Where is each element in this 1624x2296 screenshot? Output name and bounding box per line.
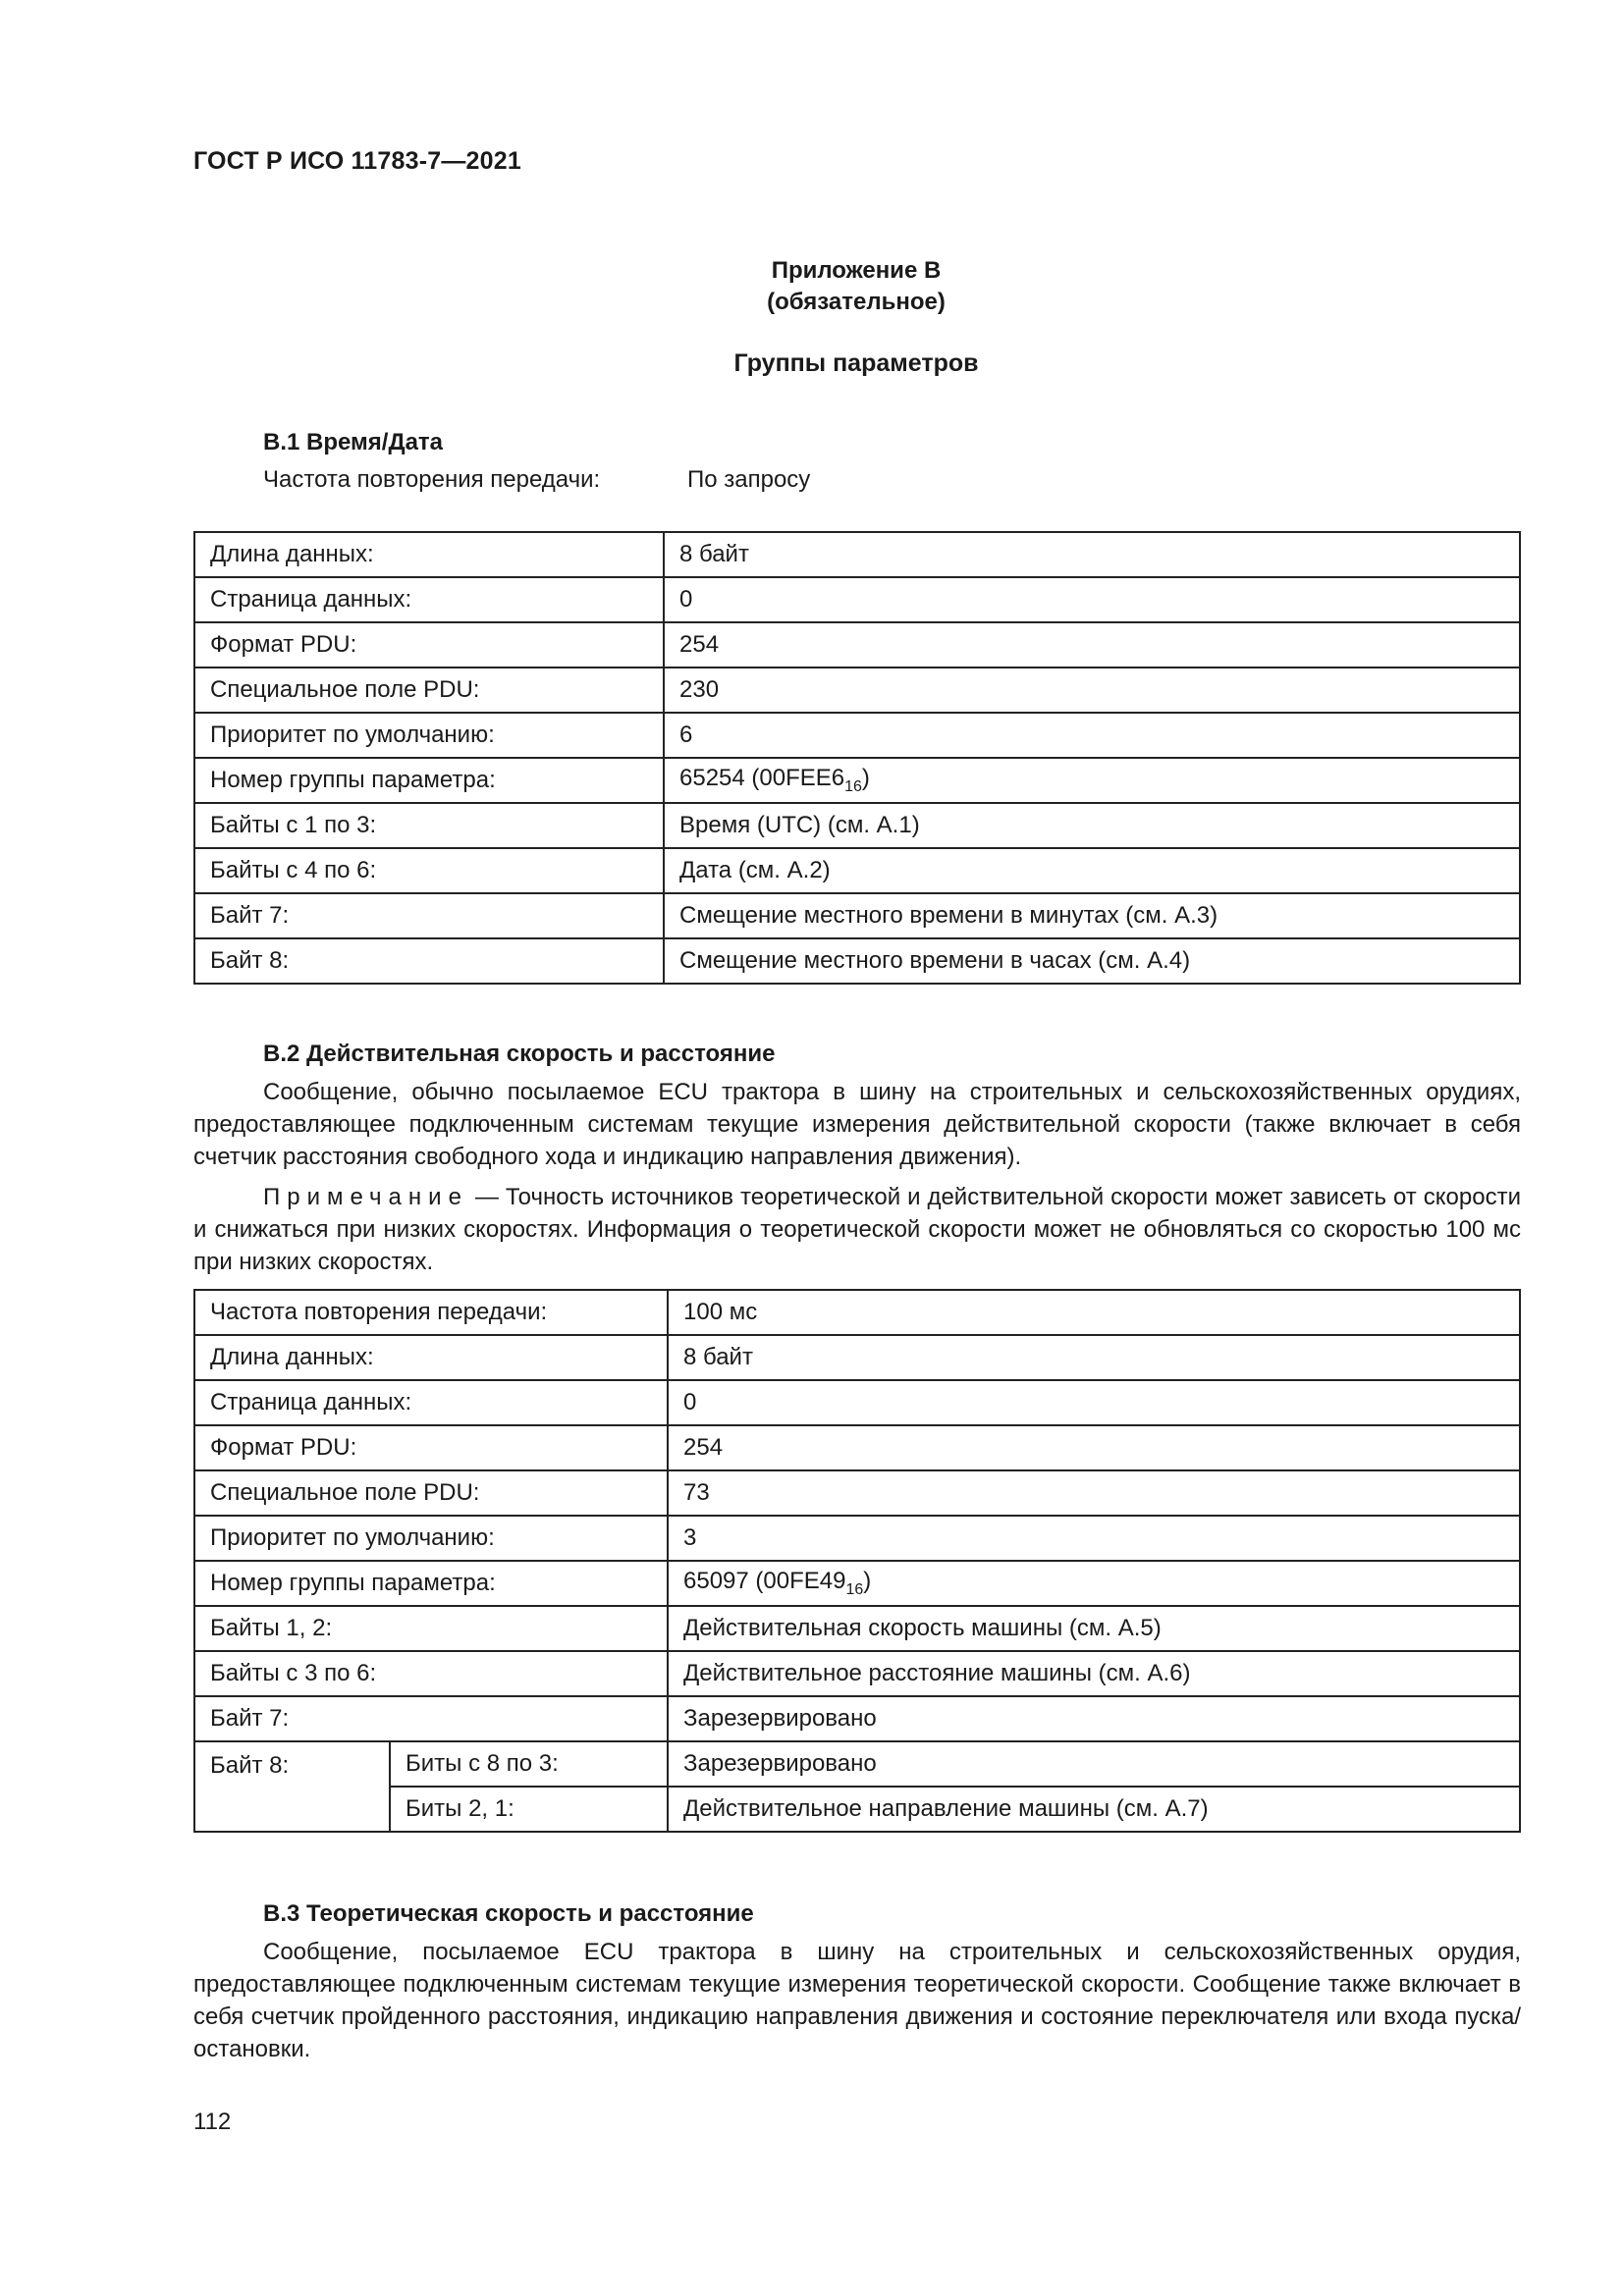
annex-label bbox=[193, 255, 1519, 318]
table-row bbox=[194, 1606, 1520, 1651]
row-value: Смещение местного времени в минутах (см. А.3) bbox=[664, 893, 1520, 938]
annex-status: (обязательное) bbox=[767, 289, 946, 315]
row-value: 0 bbox=[664, 577, 1520, 622]
row-value: 100 мс bbox=[668, 1290, 1520, 1335]
row-value: 230 bbox=[664, 667, 1520, 713]
b2-parameter-table bbox=[193, 1289, 1521, 1833]
row-value: Действительная скорость машины (см. А.5) bbox=[668, 1606, 1520, 1651]
row-value: Смещение местного времени в часах (см. А.4) bbox=[664, 938, 1520, 984]
table-row bbox=[194, 622, 1520, 667]
row-value: 254 bbox=[664, 622, 1520, 667]
row-label: Длина данных: bbox=[194, 532, 664, 577]
annex-title: Приложение В bbox=[771, 257, 942, 284]
pgn-close: ) bbox=[863, 1568, 872, 1595]
table-row bbox=[194, 1380, 1520, 1425]
b3-paragraph bbox=[193, 1936, 1521, 2065]
row-value: Время (UTC) (см. А.1) bbox=[664, 803, 1520, 848]
row-label: Формат PDU: bbox=[194, 622, 664, 667]
table-row bbox=[194, 938, 1520, 984]
row-label: Байты с 4 по 6: bbox=[194, 848, 664, 893]
table-row bbox=[194, 1651, 1520, 1696]
row-label: Байты с 1 по 3: bbox=[194, 803, 664, 848]
row-label: Специальное поле PDU: bbox=[194, 667, 664, 713]
table-row bbox=[194, 1696, 1520, 1741]
pgn-base: 16 bbox=[844, 777, 862, 795]
table-row bbox=[194, 758, 1520, 803]
section-b1-heading: В.1 Время/Дата bbox=[263, 429, 444, 455]
row-value: 8 байт bbox=[668, 1335, 1520, 1380]
table-row bbox=[194, 848, 1520, 893]
row-label: Байты 1, 2: bbox=[194, 1606, 668, 1651]
b1-frequency-value: По запросу bbox=[687, 466, 811, 493]
b2-paragraph-text: Сообщение, обычно посылаемое ECU трактора в шину на строительных и сельскохозяйственных орудиях, предоставляющее подключенным системам текущие измерения действительной скорости (также включает в себя счетчик расстояния свободного хода и индикацию направления движения). bbox=[193, 1079, 1521, 1170]
row-label: Байт 7: bbox=[194, 1696, 668, 1741]
row-label: Формат PDU: bbox=[194, 1425, 668, 1470]
b1-parameter-table bbox=[193, 531, 1521, 985]
table-row bbox=[194, 1516, 1520, 1561]
table-row bbox=[194, 1787, 1520, 1832]
table-row bbox=[194, 1290, 1520, 1335]
row-value: Дата (см. А.2) bbox=[664, 848, 1520, 893]
row-value: Зарезервировано bbox=[668, 1696, 1520, 1741]
row-label: Номер группы параметра: bbox=[194, 1561, 668, 1606]
row-value: 8 байт bbox=[664, 532, 1520, 577]
row-value bbox=[668, 1561, 1520, 1606]
table-row bbox=[194, 1335, 1520, 1380]
row-value: 73 bbox=[668, 1470, 1520, 1516]
table-row bbox=[194, 1741, 1520, 1787]
b2-paragraph bbox=[193, 1076, 1521, 1173]
annex-heading: Группы параметров bbox=[733, 349, 979, 377]
table-row bbox=[194, 532, 1520, 577]
table-row bbox=[194, 1425, 1520, 1470]
row-value bbox=[664, 758, 1520, 803]
b2-note bbox=[193, 1181, 1521, 1278]
row-label: Байт 7: bbox=[194, 893, 664, 938]
b3-paragraph-text: Сообщение, посылаемое ECU трактора в шину на строительных и сельскохозяйственных орудия, предоставляющее подключенным системам текущие измерения теоретической скорости. Сообщение также включает в себя счетчик пройденного расстояния, индикацию направления движения и состояние переключателя или входа пуска/остановки. bbox=[193, 1939, 1521, 2062]
byte8-label: Байт 8: bbox=[194, 1741, 390, 1832]
note-label: Примечание bbox=[263, 1184, 468, 1210]
note-text: — Точность источников теоретической и действительной скорости может зависеть от скорости и снижаться при низких скоростях. Информация о теоретической скорости может не обновляться со скоростью 100 мс при низких скоростях. bbox=[193, 1184, 1521, 1275]
bits-label: Биты с 8 по 3: bbox=[390, 1741, 668, 1787]
row-label: Номер группы параметра: bbox=[194, 758, 664, 803]
b1-frequency-label: Частота повторения передачи: bbox=[263, 466, 601, 493]
row-label: Байт 8: bbox=[194, 938, 664, 984]
row-label: Длина данных: bbox=[194, 1335, 668, 1380]
row-label: Байты с 3 по 6: bbox=[194, 1651, 668, 1696]
table-row bbox=[194, 893, 1520, 938]
table-row bbox=[194, 1561, 1520, 1606]
row-label: Страница данных: bbox=[194, 577, 664, 622]
row-value: 3 bbox=[668, 1516, 1520, 1561]
table-row bbox=[194, 713, 1520, 758]
table-row bbox=[194, 577, 1520, 622]
row-label: Частота повторения передачи: bbox=[194, 1290, 668, 1335]
document-header: ГОСТ Р ИСО 11783-7—2021 bbox=[193, 147, 521, 175]
bits-value: Действительное направление машины (см. А.7) bbox=[668, 1787, 1520, 1832]
section-b3-heading: В.3 Теоретическая скорость и расстояние bbox=[263, 1900, 754, 1927]
table-row bbox=[194, 803, 1520, 848]
row-value: Действительное расстояние машины (см. А.6) bbox=[668, 1651, 1520, 1696]
pgn-value: 65097 (00FE49 bbox=[683, 1568, 846, 1595]
bits-label: Биты 2, 1: bbox=[390, 1787, 668, 1832]
row-label: Страница данных: bbox=[194, 1380, 668, 1425]
table-row bbox=[194, 1470, 1520, 1516]
page-number: 112 bbox=[193, 2109, 232, 2135]
b1-frequency bbox=[263, 466, 810, 494]
row-label: Приоритет по умолчанию: bbox=[194, 1516, 668, 1561]
bits-value: Зарезервировано bbox=[668, 1741, 1520, 1787]
table-row bbox=[194, 667, 1520, 713]
row-value: 6 bbox=[664, 713, 1520, 758]
section-b2-heading: В.2 Действительная скорость и расстояние bbox=[263, 1041, 776, 1067]
pgn-close: ) bbox=[861, 765, 870, 792]
pgn-value: 65254 (00FEE6 bbox=[679, 765, 845, 792]
pgn-base: 16 bbox=[845, 1580, 864, 1598]
row-label: Специальное поле PDU: bbox=[194, 1470, 668, 1516]
row-label: Приоритет по умолчанию: bbox=[194, 713, 664, 758]
row-value: 254 bbox=[668, 1425, 1520, 1470]
row-value: 0 bbox=[668, 1380, 1520, 1425]
